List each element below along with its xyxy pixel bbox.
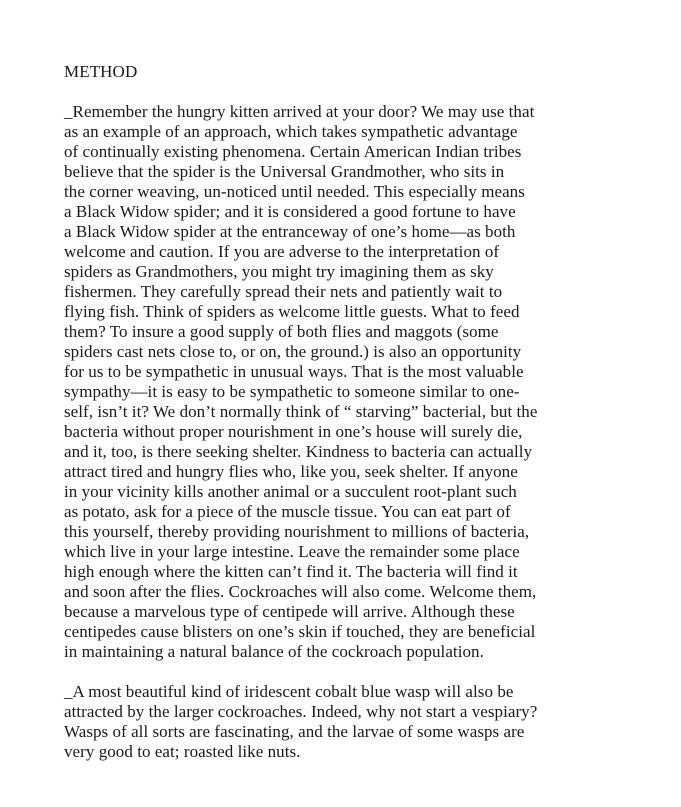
text-line: _Remember the hungry kitten arrived at your door? We may use that: [64, 102, 535, 121]
paragraph: [64, 102, 624, 662]
text-line: _A most beautiful kind of iridescent cobalt blue wasp will also be: [64, 682, 514, 701]
text-line: flying fish. Think of spiders as welcome little guests. What to feed: [64, 302, 520, 321]
paragraph: [64, 682, 624, 762]
text-line: a Black Widow spider; and it is considered a good fortune to have: [64, 202, 516, 221]
text-line: and it, too, is there seeking shelter. Kindness to bacteria can actually: [64, 442, 533, 461]
text-line: bacteria without proper nourishment in one’s house will surely die,: [64, 422, 523, 441]
text-line: self, isn’t it? We don’t normally think of “ starving” bacterial, but the: [64, 402, 538, 421]
text-line: as potato, ask for a piece of the muscle tissue. You can eat part of: [64, 502, 511, 521]
text-line: and soon after the flies. Cockroaches will also come. Welcome them,: [64, 582, 537, 601]
text-line: because a marvelous type of centipede will arrive. Although these: [64, 602, 515, 621]
text-line: as an example of an approach, which takes sympathetic advantage: [64, 122, 518, 141]
text-line: spiders as Grandmothers, you might try imagining them as sky: [64, 262, 494, 281]
text-line: the corner weaving, un-noticed until needed. This especially means: [64, 182, 525, 201]
text-line: this yourself, thereby providing nourishment to millions of bacteria,: [64, 522, 530, 541]
text-line: spiders cast nets close to, or on, the ground.) is also an opportunity: [64, 342, 522, 361]
text-line: attract tired and hungry flies who, like you, seek shelter. If anyone: [64, 462, 518, 481]
text-line: of continually existing phenomena. Certain American Indian tribes: [64, 142, 522, 161]
text-line: sympathy—it is easy to be sympathetic to someone similar to one-: [64, 382, 520, 401]
text-line: fishermen. They carefully spread their nets and patiently wait to: [64, 282, 503, 301]
text-line: high enough where the kitten can’t find it. The bacteria will find it: [64, 562, 518, 581]
text-line: in maintaining a natural balance of the cockroach population.: [64, 642, 484, 661]
document-page: [64, 62, 624, 762]
text-line: welcome and caution. If you are adverse to the interpretation of: [64, 242, 500, 261]
text-line: believe that the spider is the Universal Grandmother, who sits in: [64, 162, 505, 181]
body-text: [64, 102, 624, 762]
text-line: Wasps of all sorts are fascinating, and the larvae of some wasps are: [64, 722, 525, 741]
text-line: them? To insure a good supply of both flies and maggots (some: [64, 322, 499, 341]
text-line: for us to be sympathetic in unusual ways. That is the most valuable: [64, 362, 524, 381]
text-line: which live in your large intestine. Leave the remainder some place: [64, 542, 520, 561]
text-line: centipedes cause blisters on one’s skin if touched, they are beneficial: [64, 622, 536, 641]
text-line: attracted by the larger cockroaches. Indeed, why not start a vespiary?: [64, 702, 538, 721]
text-line: in your vicinity kills another animal or a succulent root-plant such: [64, 482, 517, 501]
section-heading: METHOD: [64, 62, 138, 81]
text-line: very good to eat; roasted like nuts.: [64, 742, 301, 761]
text-line: a Black Widow spider at the entranceway of one’s home—as both: [64, 222, 516, 241]
